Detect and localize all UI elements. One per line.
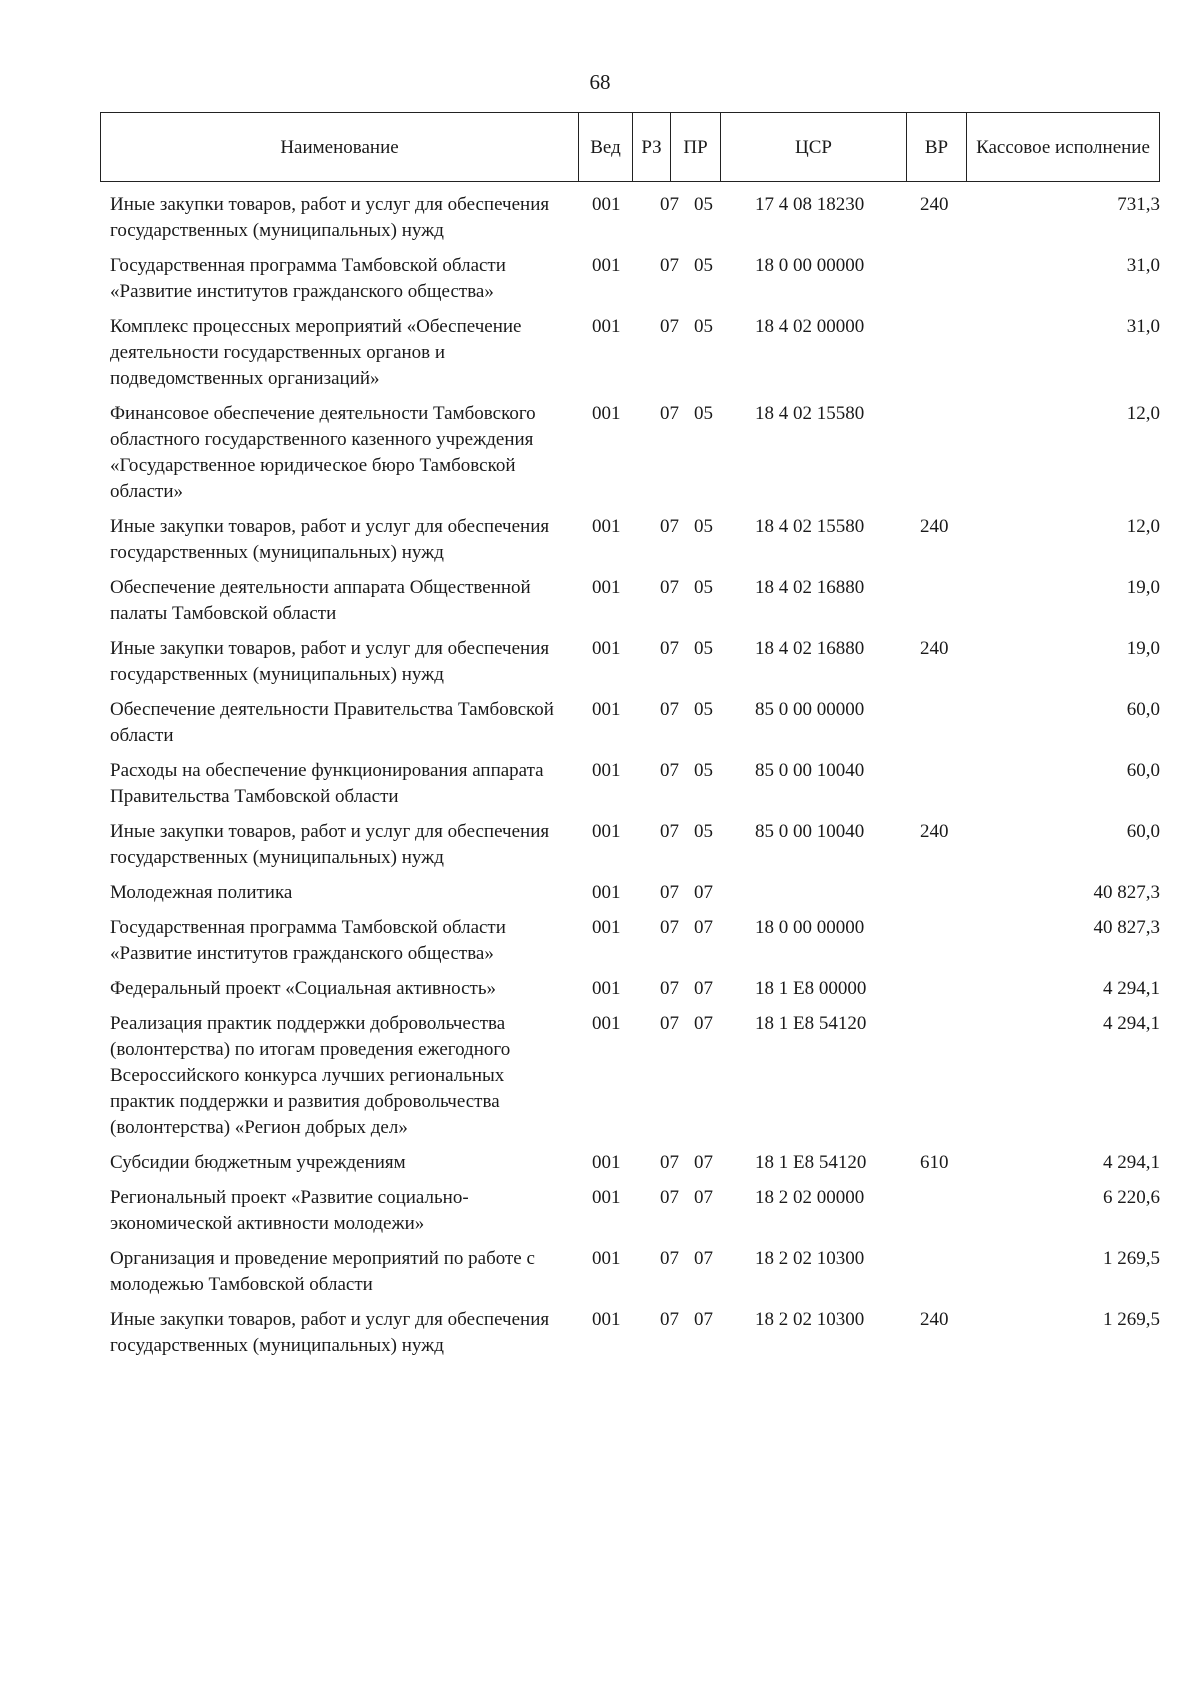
row-name: Обеспечение деятельности аппарата Общественной палаты Тамбовской области (110, 577, 531, 624)
row-name: Государственная программа Тамбовской области «Развитие институтов гражданского общества» (110, 255, 506, 302)
row-sum: 4 294,1 (1103, 978, 1160, 999)
row-name: Федеральный проект «Социальная активность» (110, 978, 497, 999)
row-sum: 12,0 (1126, 516, 1160, 537)
row-ved: 001 (592, 821, 621, 842)
row-sum: 19,0 (1126, 577, 1160, 598)
row-pr: 07 (694, 1248, 713, 1269)
row-pr: 05 (694, 255, 713, 276)
row-pr: 07 (694, 1013, 713, 1034)
row-csr: 18 1 E8 54120 (755, 1152, 867, 1173)
row-name: Комплекс процессных мероприятий «Обеспечение деятельности государственных органов и подведомственных организаций» (110, 316, 522, 389)
row-ved: 001 (592, 978, 621, 999)
row-sum: 731,3 (1117, 194, 1160, 215)
row-pr: 05 (694, 760, 713, 781)
row-sum: 60,0 (1126, 760, 1160, 781)
row-rz: 07 (660, 1309, 679, 1330)
row-name: Финансовое обеспечение деятельности Тамбовского областного государственного казенного учреждения «Государственное юридическое бюро Тамбовской области» (110, 403, 536, 502)
row-sum: 60,0 (1126, 699, 1160, 720)
row-sum: 40 827,3 (1093, 917, 1160, 938)
row-csr: 18 4 02 16880 (755, 577, 865, 598)
row-name: Государственная программа Тамбовской области «Развитие институтов гражданского общества» (110, 917, 506, 964)
table-row (100, 758, 1180, 810)
row-rz: 07 (660, 917, 679, 938)
row-name: Иные закупки товаров, работ и услуг для обеспечения государственных (муниципальных) нужд (110, 821, 550, 868)
table-row (100, 819, 1180, 871)
row-csr: 18 4 02 00000 (755, 316, 865, 337)
table-row (100, 880, 1180, 906)
row-pr: 07 (694, 882, 713, 903)
row-pr: 05 (694, 403, 713, 424)
row-name: Иные закупки товаров, работ и услуг для обеспечения государственных (муниципальных) нужд (110, 194, 550, 241)
row-csr: 18 2 02 00000 (755, 1187, 865, 1208)
row-name: Организация и проведение мероприятий по работе с молодежью Тамбовской области (110, 1248, 535, 1295)
row-ved: 001 (592, 1152, 621, 1173)
row-name: Региональный проект «Развитие социально-экономической активности молодежи» (110, 1187, 469, 1234)
row-csr: 18 1 E8 54120 (755, 1013, 867, 1034)
row-sum: 6 220,6 (1103, 1187, 1160, 1208)
row-rz: 07 (660, 316, 679, 337)
row-ved: 001 (592, 882, 621, 903)
table-row (100, 253, 1180, 305)
row-vr: 240 (920, 821, 949, 842)
row-sum: 4 294,1 (1103, 1152, 1160, 1173)
row-pr: 07 (694, 1152, 713, 1173)
row-csr: 18 0 00 00000 (755, 917, 865, 938)
row-rz: 07 (660, 194, 679, 215)
header-csr: ЦСР (721, 113, 907, 181)
row-csr: 18 0 00 00000 (755, 255, 865, 276)
row-pr: 05 (694, 516, 713, 537)
row-sum: 40 827,3 (1093, 882, 1160, 903)
row-rz: 07 (660, 403, 679, 424)
table-row (100, 575, 1180, 627)
row-vr: 610 (920, 1152, 949, 1173)
row-ved: 001 (592, 194, 621, 215)
row-rz: 07 (660, 1187, 679, 1208)
table-row (100, 636, 1180, 688)
row-ved: 001 (592, 316, 621, 337)
row-sum: 1 269,5 (1103, 1309, 1160, 1330)
table-row (100, 1185, 1180, 1237)
row-sum: 31,0 (1126, 316, 1160, 337)
row-ved: 001 (592, 917, 621, 938)
row-pr: 07 (694, 1309, 713, 1330)
table-row (100, 514, 1180, 566)
row-pr: 05 (694, 316, 713, 337)
row-rz: 07 (660, 882, 679, 903)
table-header (100, 112, 1160, 182)
row-csr: 17 4 08 18230 (755, 194, 865, 215)
row-pr: 05 (694, 638, 713, 659)
row-name: Молодежная политика (110, 882, 293, 903)
row-rz: 07 (660, 1248, 679, 1269)
row-rz: 07 (660, 516, 679, 537)
row-name: Расходы на обеспечение функционирования аппарата Правительства Тамбовской области (110, 760, 544, 807)
row-ved: 001 (592, 638, 621, 659)
row-pr: 05 (694, 577, 713, 598)
row-csr: 18 2 02 10300 (755, 1248, 865, 1269)
row-sum: 1 269,5 (1103, 1248, 1160, 1269)
row-name: Иные закупки товаров, работ и услуг для обеспечения государственных (муниципальных) нужд (110, 516, 550, 563)
row-csr: 18 4 02 15580 (755, 403, 865, 424)
row-sum: 60,0 (1126, 821, 1160, 842)
row-vr: 240 (920, 1309, 949, 1330)
row-rz: 07 (660, 638, 679, 659)
row-pr: 05 (694, 194, 713, 215)
row-rz: 07 (660, 577, 679, 598)
table-row (100, 976, 1180, 1002)
table-row (100, 1150, 1180, 1176)
table-body (100, 192, 1180, 1368)
row-vr: 240 (920, 638, 949, 659)
row-rz: 07 (660, 760, 679, 781)
row-vr: 240 (920, 516, 949, 537)
header-sum: Кассовое исполнение (976, 136, 1150, 158)
row-ved: 001 (592, 1248, 621, 1269)
table-row (100, 401, 1180, 505)
row-pr: 05 (694, 699, 713, 720)
row-name: Обеспечение деятельности Правительства Тамбовской области (110, 699, 554, 746)
row-rz: 07 (660, 1152, 679, 1173)
header-ved: Вед (579, 113, 633, 181)
row-csr: 18 1 E8 00000 (755, 978, 867, 999)
row-csr: 85 0 00 10040 (755, 760, 865, 781)
row-vr: 240 (920, 194, 949, 215)
row-rz: 07 (660, 699, 679, 720)
header-rz: РЗ (633, 113, 671, 181)
header-vr: ВР (907, 113, 967, 181)
table-row (100, 1307, 1180, 1359)
row-ved: 001 (592, 699, 621, 720)
row-name: Реализация практик поддержки добровольчества (волонтерства) по итогам проведения ежегодного Всероссийского конкурса лучших региональных практик поддержки и развития добровольчества (волонтерства) «Регион добрых дел» (110, 1013, 511, 1138)
row-ved: 001 (592, 1309, 621, 1330)
row-name: Субсидии бюджетным учреждениям (110, 1152, 406, 1173)
table-row (100, 1246, 1180, 1298)
table-row (100, 1011, 1180, 1141)
table-row (100, 915, 1180, 967)
row-name: Иные закупки товаров, работ и услуг для обеспечения государственных (муниципальных) нужд (110, 638, 550, 685)
row-ved: 001 (592, 760, 621, 781)
row-pr: 07 (694, 917, 713, 938)
row-pr: 07 (694, 1187, 713, 1208)
row-sum: 19,0 (1126, 638, 1160, 659)
row-rz: 07 (660, 255, 679, 276)
row-rz: 07 (660, 1013, 679, 1034)
row-csr: 85 0 00 10040 (755, 821, 865, 842)
header-name: Наименование (101, 113, 579, 181)
row-csr: 85 0 00 00000 (755, 699, 865, 720)
row-csr: 18 4 02 15580 (755, 516, 865, 537)
header-pr: ПР (671, 113, 721, 181)
row-rz: 07 (660, 821, 679, 842)
row-csr: 18 4 02 16880 (755, 638, 865, 659)
row-sum: 12,0 (1126, 403, 1160, 424)
table-row (100, 314, 1180, 392)
page-number: 68 (589, 70, 611, 94)
row-ved: 001 (592, 516, 621, 537)
row-sum: 31,0 (1126, 255, 1160, 276)
row-name: Иные закупки товаров, работ и услуг для обеспечения государственных (муниципальных) нужд (110, 1309, 550, 1356)
row-ved: 001 (592, 403, 621, 424)
row-rz: 07 (660, 978, 679, 999)
table-row (100, 697, 1180, 749)
row-pr: 05 (694, 821, 713, 842)
row-ved: 001 (592, 577, 621, 598)
row-pr: 07 (694, 978, 713, 999)
table-row (100, 192, 1180, 244)
row-sum: 4 294,1 (1103, 1013, 1160, 1034)
row-csr: 18 2 02 10300 (755, 1309, 865, 1330)
row-ved: 001 (592, 1187, 621, 1208)
row-ved: 001 (592, 255, 621, 276)
row-ved: 001 (592, 1013, 621, 1034)
